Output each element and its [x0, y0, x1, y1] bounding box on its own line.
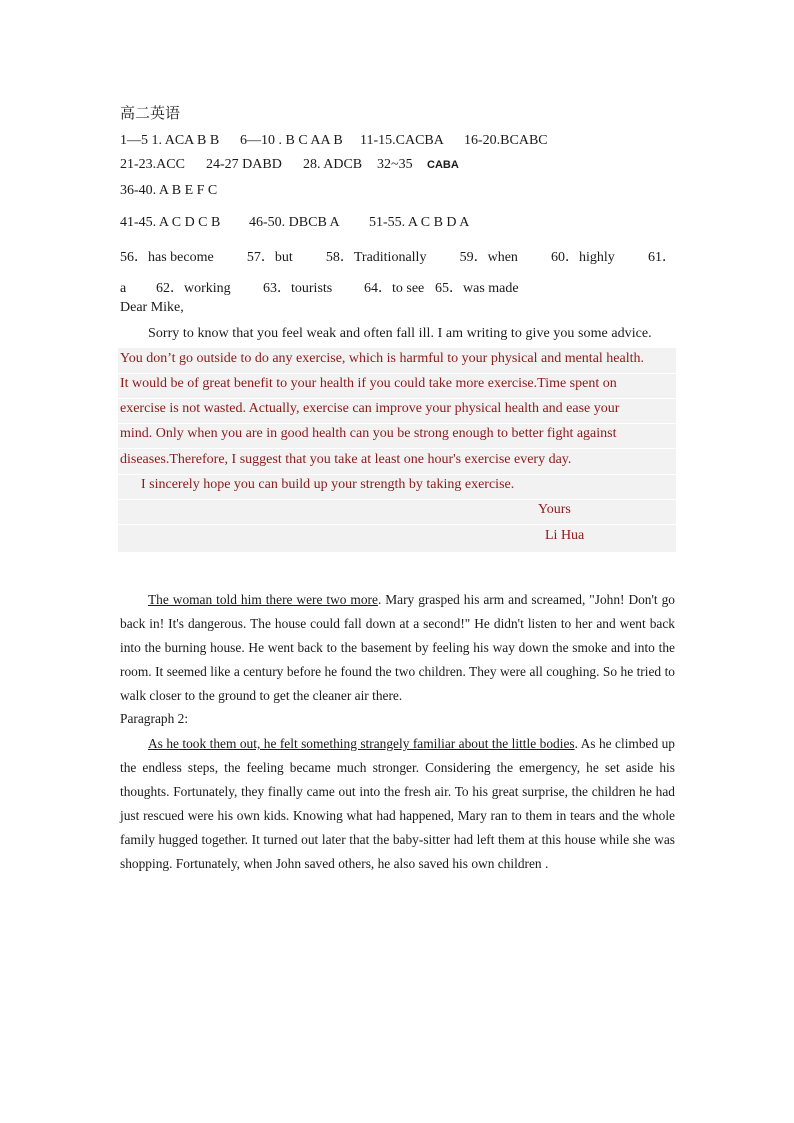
answer-group: 41-45. A C D C B: [120, 215, 221, 230]
answer-group: 16-20.BCABC: [464, 133, 548, 148]
page-title: 高二英语: [120, 104, 181, 122]
answer-line-5: [120, 246, 676, 266]
answer-group: 11-15.CACBA: [360, 133, 444, 148]
answer-item: 57．but: [246, 250, 293, 265]
essay-line: It would be of great benefit to your health if you could take more exercise.Time spent on: [120, 376, 617, 391]
letter-intro: Sorry to know that you feel weak and often fall ill. I am writing to give you some advice.: [148, 326, 652, 341]
essay-line: exercise is not wasted. Actually, exercise can improve your physical health and ease your: [120, 401, 620, 416]
answer-group: 28. ADCB: [303, 157, 363, 172]
underlined-sentence: The woman told him there were two more: [148, 592, 378, 607]
answer-group: CABA: [427, 159, 459, 171]
answer-line-6: [120, 277, 519, 297]
story-paragraph-1: [120, 588, 675, 708]
answer-group: 32~35: [377, 157, 413, 172]
essay-line: mind. Only when you are in good health can you be strong enough to better fight against: [120, 426, 617, 441]
line-divider: [118, 499, 676, 500]
letter-salutation: Dear Mike,: [120, 300, 184, 315]
line-divider: [118, 373, 676, 374]
paragraph-text: . Mary grasped his arm and screamed, "John! Don't go back in! It's dangerous. The house could fall down at a second!" He didn't listen to her and went back into the burning house. He went back to the basement by feeling his way down the smoke and into the room. It seemed like a century before he found the two children. They were all coughing. So he tried to walk closer to the ground to get the cleaner air there.: [120, 592, 675, 703]
line-divider: [118, 448, 676, 449]
answer-item: 63．tourists: [263, 281, 333, 296]
paragraph-2-label: Paragraph 2:: [120, 711, 189, 726]
essay-line: You don’t go outside to do any exercise, which is harmful to your physical and mental health.: [120, 351, 645, 366]
essay-line: diseases.Therefore, I suggest that you take at least one hour's exercise every day.: [120, 452, 572, 467]
answer-group: 21-23.ACC: [120, 157, 185, 172]
letter-signature: Li Hua: [545, 528, 585, 543]
answer-item: 60．highly: [551, 250, 615, 265]
answer-item: 59．when: [459, 250, 518, 265]
answer-line-4: [120, 215, 469, 231]
answer-item: a: [120, 281, 127, 296]
underlined-sentence: As he took them out, he felt something strangely familiar about the little bodies: [148, 736, 575, 751]
answer-line-2: [120, 157, 459, 173]
answer-item: 61．: [647, 250, 676, 265]
answer-item: 62．working: [156, 281, 231, 296]
essay-line: I sincerely hope you can build up your strength by taking exercise.: [141, 477, 515, 492]
story-paragraph-2: [120, 732, 675, 876]
line-divider: [118, 474, 676, 475]
answer-line-1: [120, 133, 548, 149]
line-divider: [118, 524, 676, 525]
answer-group: 1—5 1. ACA B B: [120, 133, 220, 148]
answer-group: 24-27 DABD: [206, 157, 282, 172]
answer-item: 58．Traditionally: [325, 250, 427, 265]
answer-line-3: 36-40. A B E F C: [120, 183, 218, 198]
answer-group: 51-55. A C B D A: [369, 215, 470, 230]
line-divider: [118, 423, 676, 424]
answer-group: 6—10 . B C AA B: [240, 133, 343, 148]
answer-group: 46-50. DBCB A: [249, 215, 340, 230]
letter-closing: Yours: [538, 502, 571, 517]
line-divider: [118, 398, 676, 399]
answer-item: 65．was made: [435, 281, 519, 296]
answer-item: 64．to see: [364, 281, 425, 296]
answer-item: 56．has become: [120, 250, 214, 265]
paragraph-text: . As he climbed up the endless steps, the feeling became much stronger. Considering the emergency, he set aside his thoughts. Fortunately, they finally came out into the fresh air. To his great surprise, the children he had just rescued were his own kids. Knowing what had happened, Mary ran to them in tears and the whole family hugged together. It turned out later that the baby-sitter had left them at this house while she was shopping. Fortunately, when John saved others, he also saved his own children .: [120, 736, 675, 871]
